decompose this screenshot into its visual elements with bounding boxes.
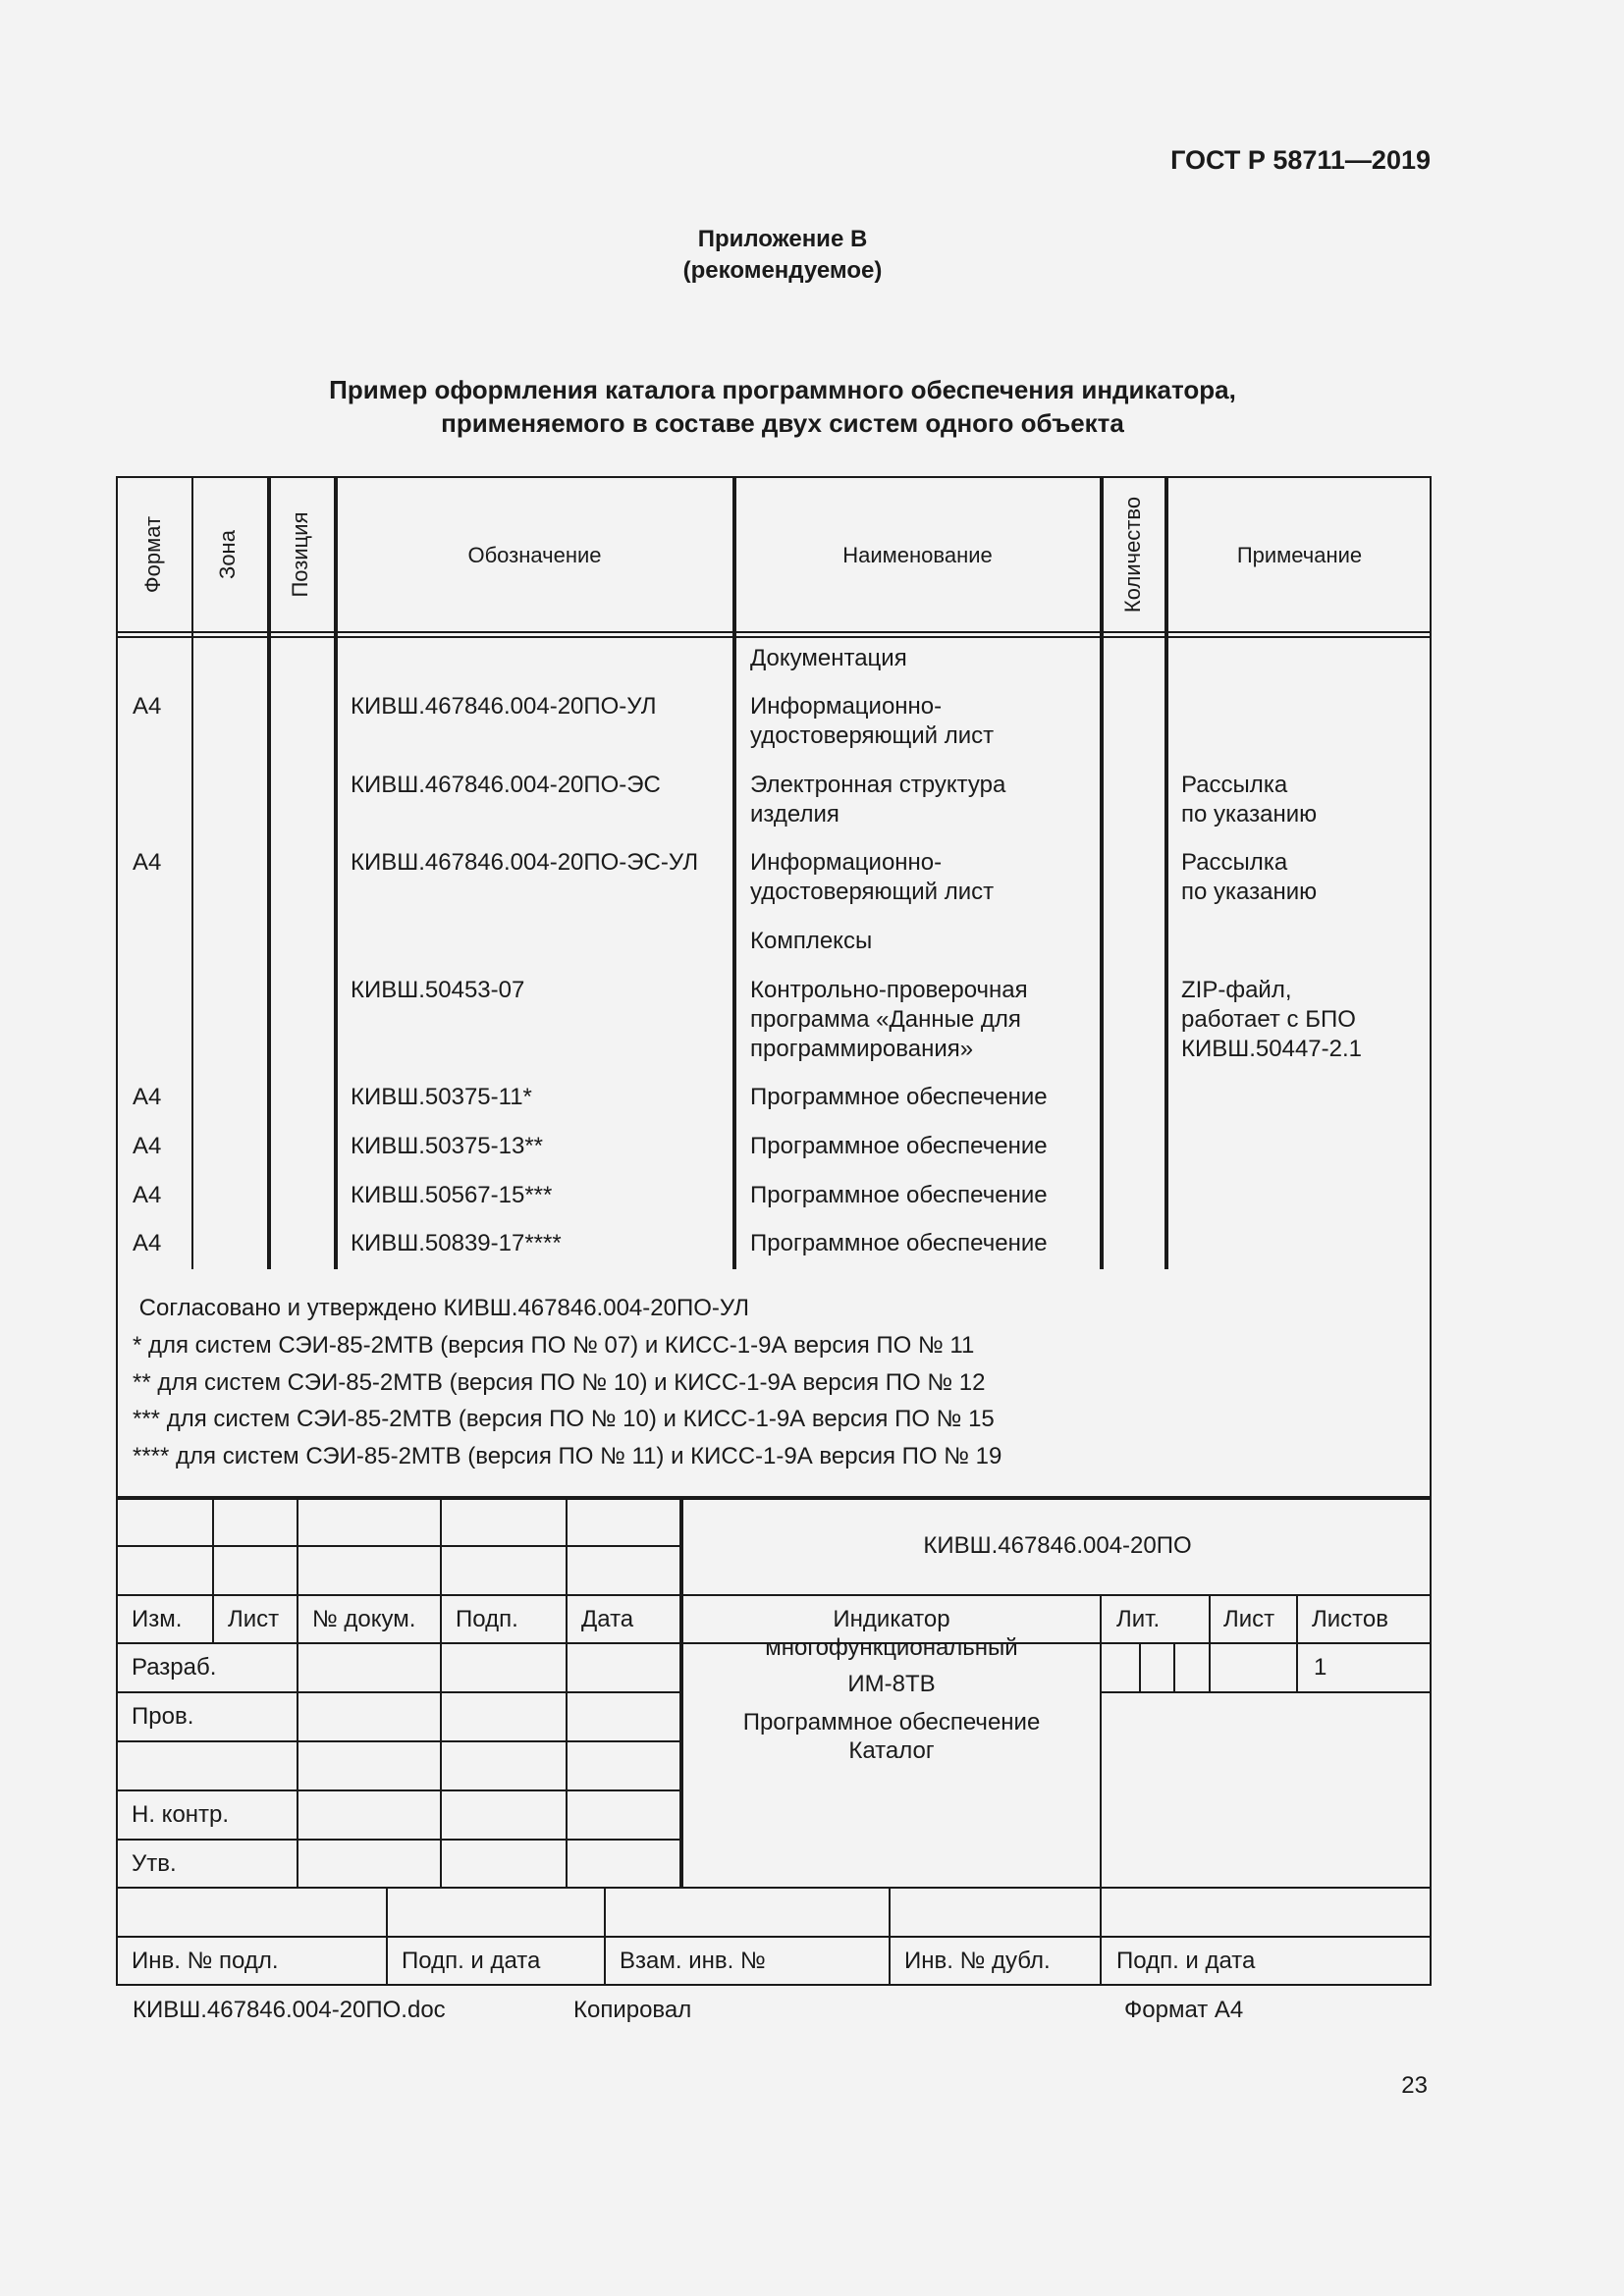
stamp-izm: Изм. [132,1606,183,1632]
row-name: изделия [750,801,839,828]
stamp-utv: Утв. [132,1850,177,1877]
standard-number: ГОСТ Р 58711—2019 [1170,145,1431,175]
row-format: А4 [133,1182,162,1208]
row-format: А4 [133,1133,162,1159]
row-name: программа «Данные для [750,1006,1021,1033]
appendix-label: Приложение В [697,226,868,252]
footnote: ** для систем СЭИ-85-2МТВ (версия ПО № 10) и КИСС-1-9А версия ПО № 12 [133,1369,986,1396]
row-format: А4 [133,1084,162,1110]
stamp-product: ИМ-8ТВ [847,1671,936,1697]
row-note: по указанию [1181,801,1318,828]
row-note: ZIP-файл, [1181,977,1292,1003]
row-name: Документация [750,645,907,671]
row-designation: КИВШ.467846.004-20ПО-УЛ [351,693,657,720]
footnote: **** для систем СЭИ-85-2МТВ (версия ПО № 11) и КИСС-1-9А версия ПО № 19 [133,1443,1002,1469]
footnote: * для систем СЭИ-85-2МТВ (версия ПО № 07) и КИСС-1-9А версия ПО № 11 [133,1332,975,1359]
stamp-list2: Лист [1223,1606,1275,1632]
row-note: работает с БПО [1181,1006,1356,1033]
row-name: Информационно- [750,693,943,720]
row-name: Программное обеспечение [750,1182,1048,1208]
stamp-doc-code: КИВШ.467846.004-20ПО [923,1532,1192,1559]
row-note: Рассылка [1181,772,1288,798]
row-format: А4 [133,1230,162,1256]
stamp-inv-dubl: Инв. № дубл. [904,1948,1051,1974]
row-name: Программное обеспечение [750,1230,1048,1256]
row-designation: КИВШ.50375-13** [351,1133,544,1159]
row-name: Информационно- [750,849,943,876]
row-note: Рассылка [1181,849,1288,876]
stamp-sign: Подп. [456,1606,518,1632]
stamp-razrab: Разраб. [132,1654,217,1681]
row-name: программирования» [750,1036,974,1062]
col-header-note: Примечание [1236,543,1363,567]
stamp-podp-data: Подп. и дата [402,1948,541,1974]
footnote: *** для систем СЭИ-85-2МТВ (версия ПО № 10) и КИСС-1-9А версия ПО № 15 [133,1406,995,1432]
col-header-format: Формат [140,515,165,594]
footer-copied: Копировал [573,1997,692,2023]
row-name: удостоверяющий лист [750,722,995,749]
stamp-doc-no: № докум. [312,1606,416,1632]
row-name: Электронная структура [750,772,1006,798]
stamp-product: Каталог [848,1737,935,1764]
row-name: удостоверяющий лист [750,879,995,905]
footnote: Согласовано и утверждено КИВШ.467846.004-20ПО-УЛ [133,1295,750,1321]
appendix-type: (рекомендуемое) [682,257,883,284]
col-header-name: Наименование [842,543,993,567]
stamp-listov: Листов [1312,1606,1388,1632]
col-header-position: Позиция [288,511,312,598]
stamp-vzam-inv: Взам. инв. № [620,1948,766,1974]
row-format: А4 [133,693,162,720]
stamp-product: Программное обеспечение [742,1709,1041,1735]
stamp-date: Дата [581,1606,634,1632]
row-name: Программное обеспечение [750,1133,1048,1159]
title-line-2: применяемого в составе двух систем одного объекта [441,408,1124,438]
col-header-designation: Обозначение [467,543,602,567]
footer-format: Формат А4 [1124,1997,1244,2023]
stamp-lit: Лит. [1116,1606,1161,1632]
stamp-nkontr: Н. контр. [132,1801,230,1828]
row-designation: КИВШ.50375-11* [351,1084,532,1110]
row-designation: КИВШ.50453-07 [351,977,525,1003]
page-number: 23 [1401,2072,1428,2099]
footer-file: КИВШ.467846.004-20ПО.doc [133,1997,446,2023]
stamp-product: многофункциональный [765,1634,1018,1661]
row-format: А4 [133,849,162,876]
stamp-product: Индикатор [833,1606,950,1632]
col-header-zone: Зона [215,530,240,579]
row-note: по указанию [1181,879,1318,905]
row-designation: КИВШ.50839-17**** [351,1230,562,1256]
row-name: Контрольно-проверочная [750,977,1028,1003]
row-name: Комплексы [750,928,873,954]
row-note: КИВШ.50447-2.1 [1181,1036,1362,1062]
row-designation: КИВШ.467846.004-20ПО-ЭС [351,772,661,798]
row-name: Программное обеспечение [750,1084,1048,1110]
title-line-1: Пример оформления каталога программного обеспечения индикатора, [329,375,1236,404]
row-designation: КИВШ.50567-15*** [351,1182,553,1208]
col-header-quantity: Количество [1120,496,1145,614]
stamp-inv-podl: Инв. № подл. [132,1948,279,1974]
stamp-podp-data: Подп. и дата [1116,1948,1256,1974]
stamp-listov-value: 1 [1314,1654,1327,1681]
stamp-list: Лист [228,1606,280,1632]
row-designation: КИВШ.467846.004-20ПО-ЭС-УЛ [351,849,699,876]
stamp-prov: Пров. [132,1703,194,1730]
